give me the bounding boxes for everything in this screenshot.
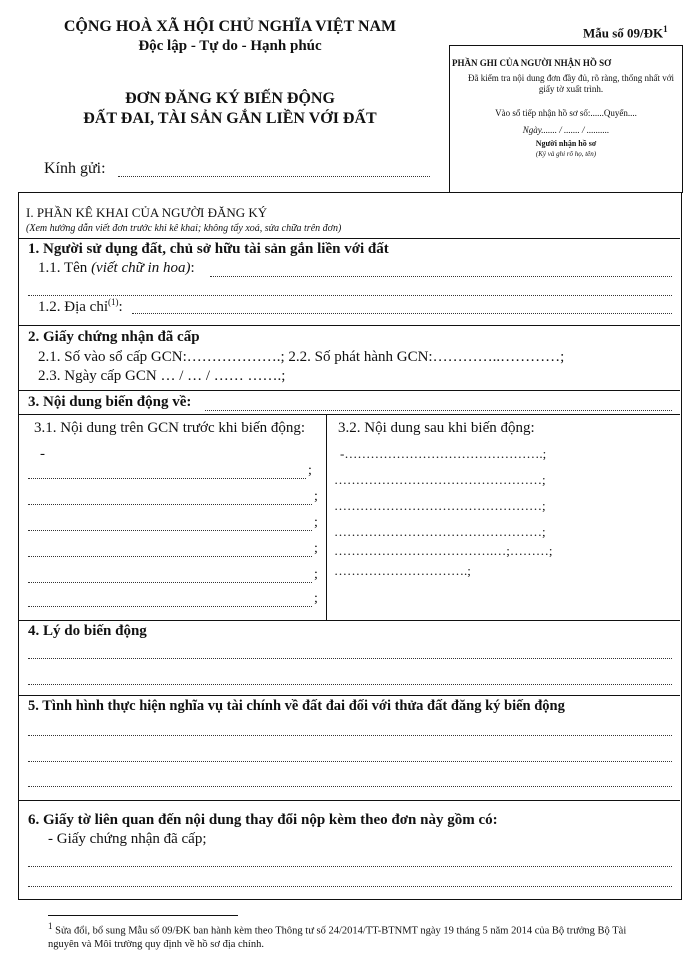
receiver-box-signer: Người nhận hồ sơ [535, 139, 597, 148]
certificate-line2: 2.3. Ngày cấp GCN … / … / …… …….; [38, 368, 286, 384]
section6-title: 6. Giấy tờ liên quan đến nội dung thay đổi nộp kèm theo đơn này gồm có: [28, 812, 498, 828]
name-colon: : [190, 260, 195, 276]
attachment-item-1: - Giấy chứng nhận đã cấp; [48, 831, 207, 847]
before-change-line-3[interactable] [28, 530, 312, 531]
receiver-box-line1: Đã kiểm tra nội dung đơn đầy đủ, rõ ràng, thống nhất với giấy tờ xuất trình. [468, 73, 674, 94]
after-change-first: -……………………………………….; [340, 446, 547, 461]
reason-line-2[interactable] [28, 684, 672, 685]
name-input-line[interactable] [210, 276, 672, 277]
section1-title: 1. Người sử dụng đất, chủ sở hữu tài sản gắn liền với đất [28, 241, 389, 257]
name-label-text: 1.1. Tên [38, 260, 92, 276]
certificate-line1: 2.1. Số vào sổ cấp GCN:……………….; 2.2. Số phát hành GCN:…………..…………; [38, 349, 565, 365]
address-input-line[interactable] [132, 313, 672, 314]
before-change-sep-1: ; [308, 463, 312, 478]
after-change-line-4: ……………………………….…;………; [334, 543, 553, 558]
before-change-line-6[interactable] [28, 606, 312, 607]
footnote-rule [48, 915, 238, 916]
after-change-line-1: …………………………………………; [334, 472, 546, 487]
attachment-line-2[interactable] [28, 886, 672, 887]
section3-divider [18, 390, 680, 391]
name-input-line-2[interactable] [28, 295, 672, 296]
address-label [38, 297, 123, 316]
form-number-footnote-mark: 1 [663, 24, 668, 34]
recipient-label: Kính gửi: [44, 160, 106, 177]
section5-title: 5. Tình hình thực hiện nghĩa vụ tài chính về đất đai đối với thửa đất đăng ký biến động [28, 698, 565, 714]
section4-title: 4. Lý do biến động [28, 623, 147, 639]
section3-inner-divider [18, 414, 680, 415]
section5-divider [18, 695, 680, 696]
address-colon: : [118, 299, 123, 315]
address-footnote-mark: (1) [107, 297, 119, 307]
financial-line-1[interactable] [28, 735, 672, 736]
footnote [48, 920, 658, 951]
receiver-box [449, 45, 683, 193]
section6-divider [18, 800, 680, 801]
receiver-box-date: Ngày....... / ....... / .......... [522, 125, 610, 135]
form-title-line1: ĐƠN ĐĂNG KÝ BIẾN ĐỘNG [125, 90, 335, 107]
name-label [38, 260, 195, 277]
before-change-line-4[interactable] [28, 556, 312, 557]
before-change-sep-2: ; [314, 489, 318, 504]
before-change-line-5[interactable] [28, 582, 312, 583]
part1-title: I. PHẦN KÊ KHAI CỦA NGƯỜI ĐĂNG KÝ [26, 205, 268, 220]
national-title: CỘNG HOÀ XÃ HỘI CHỦ NGHĨA VIỆT NAM [63, 18, 397, 35]
before-change-sep-3: ; [314, 515, 318, 530]
form-number-text: Mẫu số 09/ĐK [583, 25, 664, 41]
after-change-title: 3.2. Nội dung sau khi biến động: [338, 420, 535, 436]
before-change-line-1[interactable] [28, 478, 306, 479]
section2-divider [18, 325, 680, 326]
receiver-box-title: PHẦN GHI CỦA NGƯỜI NHẬN HỒ SƠ [452, 58, 612, 68]
footnote-mark: 1 [48, 921, 53, 931]
section4-divider [18, 620, 680, 621]
after-change-line-5: ………………………….; [334, 563, 471, 578]
name-hint: (viết chữ in hoa) [91, 260, 191, 276]
section3-column-divider [326, 414, 327, 620]
after-change-line-3: …………………………………………; [334, 524, 546, 539]
address-label-text: 1.2. Địa chỉ [38, 299, 108, 315]
part1-note: (Xem hướng dẫn viết đơn trước khi kê khai; không tẩy xoá, sửa chữa trên đơn) [26, 223, 342, 234]
motto: Độc lập - Tự do - Hạnh phúc [138, 38, 322, 54]
reason-line-1[interactable] [28, 658, 672, 659]
form-title-line2: ĐẤT ĐAI, TÀI SẢN GẮN LIỀN VỚI ĐẤT [83, 110, 377, 127]
form-number [583, 24, 668, 41]
section1-divider [18, 238, 680, 239]
receiver-box-line2: Vào sổ tiếp nhận hồ sơ số:......Quyển.... [495, 108, 637, 118]
before-change-sep-4: ; [314, 541, 318, 556]
before-change-sep-6: ; [314, 591, 318, 606]
receiver-box-signer-note: (Ký và ghi rõ họ, tên) [535, 150, 597, 158]
recipient-input-line[interactable] [118, 176, 430, 177]
attachment-line-1[interactable] [28, 866, 672, 867]
section3-input-line[interactable] [205, 410, 672, 411]
after-change-line-2: …………………………………………; [334, 498, 546, 513]
financial-line-2[interactable] [28, 761, 672, 762]
financial-line-3[interactable] [28, 786, 672, 787]
footnote-text: Sửa đổi, bổ sung Mẫu số 09/ĐK ban hành kèm theo Thông tư số 24/2014/TT-BTNMT ngày 19 tháng 5 năm 2014 của Bộ trưởng Bộ Tài nguyên và Môi trường quy định về hồ sơ địa chính. [48, 925, 627, 950]
before-change-title: 3.1. Nội dung trên GCN trước khi biến động: [34, 420, 306, 436]
section3-title: 3. Nội dung biến động về: [28, 394, 192, 410]
section2-title: 2. Giấy chứng nhận đã cấp [28, 329, 200, 345]
before-change-line-2[interactable] [28, 504, 312, 505]
before-change-sep-5: ; [314, 567, 318, 582]
before-change-first: - [40, 446, 45, 462]
